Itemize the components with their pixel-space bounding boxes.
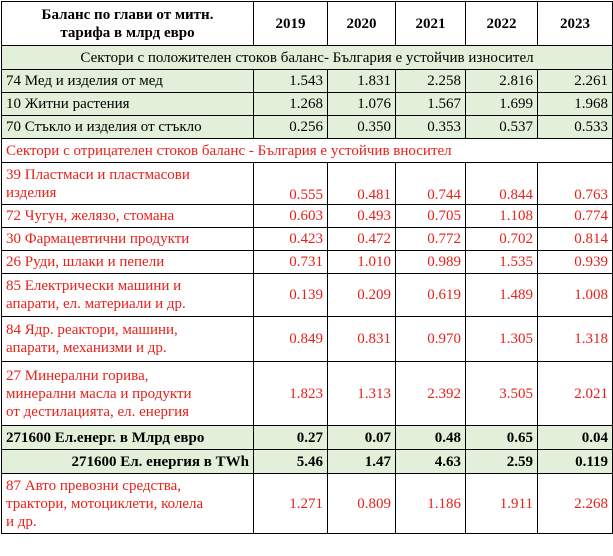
row-value: 0.555 — [254, 163, 328, 205]
table-row — [2, 251, 613, 274]
row-value: 0.04 — [538, 426, 613, 450]
year-header: 2020 — [328, 2, 396, 46]
row-value: 0.619 — [396, 274, 466, 317]
row-value: 0.472 — [328, 228, 396, 251]
section-negative-heading: Сектори с отрицателен стоков баланс - България е устойчив вносител — [2, 139, 613, 163]
row-value: 0.423 — [254, 228, 328, 251]
row-value: 0.533 — [538, 116, 613, 139]
header-row — [2, 2, 613, 46]
row-value: 2.59 — [466, 450, 538, 474]
row-value: 4.63 — [396, 450, 466, 474]
row-value: 0.603 — [254, 205, 328, 228]
row-value: 1.968 — [538, 93, 613, 116]
row-value: 1.186 — [396, 474, 466, 534]
row-value: 0.831 — [328, 317, 396, 362]
year-header: 2019 — [254, 2, 328, 46]
table-row — [2, 163, 613, 205]
row-label — [2, 116, 254, 139]
row-value: 0.774 — [538, 205, 613, 228]
row-value: 1.318 — [538, 317, 613, 362]
table-title-line: Баланс по глави от митн. — [41, 6, 214, 23]
row-label — [2, 317, 254, 362]
row-label-line: 72 Чугун, желязо, стомана — [6, 208, 175, 224]
row-value: 1.010 — [328, 251, 396, 274]
row-value: 0.731 — [254, 251, 328, 274]
row-value: 0.849 — [254, 317, 328, 362]
row-value: 0.48 — [396, 426, 466, 450]
row-value: 1.271 — [254, 474, 328, 534]
row-label — [2, 474, 254, 534]
trade-balance-table — [1, 1, 613, 534]
row-value: 0.209 — [328, 274, 396, 317]
row-value: 1.567 — [396, 93, 466, 116]
row-label — [2, 274, 254, 317]
table-row — [2, 317, 613, 362]
row-label — [2, 251, 254, 274]
row-label-line: 27 Минерални горива, — [6, 367, 149, 384]
table-row — [2, 228, 613, 251]
row-label-line: 70 Стъкло и изделия от стъкло — [6, 119, 202, 135]
row-value: 1.268 — [254, 93, 328, 116]
row-value: 2.816 — [466, 70, 538, 93]
row-label: 271600 Ел.енерг. в Млрд евро — [2, 426, 254, 450]
row-value: 0.27 — [254, 426, 328, 450]
row-label-line: 26 Руди, шлаки и пепели — [6, 254, 165, 270]
row-value: 0.744 — [396, 163, 466, 205]
row-value: 0.493 — [328, 205, 396, 228]
row-value: 0.119 — [538, 450, 613, 474]
table-row — [2, 450, 613, 474]
table-title — [2, 2, 254, 46]
table-row — [2, 426, 613, 450]
row-value: 1.489 — [466, 274, 538, 317]
row-value: 0.07 — [328, 426, 396, 450]
row-value: 0.353 — [396, 116, 466, 139]
row-value: 0.702 — [466, 228, 538, 251]
row-label-line: апарати, механизми и др. — [6, 340, 167, 356]
row-label-line: изделия — [6, 184, 57, 201]
row-value: 0.772 — [396, 228, 466, 251]
row-value: 1.543 — [254, 70, 328, 93]
row-value: 0.537 — [466, 116, 538, 139]
row-label — [2, 93, 254, 116]
row-value: 0.814 — [538, 228, 613, 251]
row-value: 0.350 — [328, 116, 396, 139]
row-value: 5.46 — [254, 450, 328, 474]
row-value: 0.139 — [254, 274, 328, 317]
row-label-line: трактори, мотоциклети, колела — [6, 495, 204, 512]
row-value: 1.831 — [328, 70, 396, 93]
row-label-line: от дестилацията, ел. енергия — [6, 403, 190, 420]
table-title-line: тарифа в млрд евро — [60, 24, 195, 41]
row-value: 1.911 — [466, 474, 538, 534]
row-value: 0.809 — [328, 474, 396, 534]
table-row — [2, 116, 613, 139]
row-label-line: 74 Мед и изделия от мед — [6, 73, 163, 89]
row-label-line: 30 Фармацевтични продукти — [6, 231, 190, 247]
row-value: 1.699 — [466, 93, 538, 116]
row-value: 3.505 — [466, 362, 538, 426]
table-row — [2, 274, 613, 317]
row-label — [2, 362, 254, 426]
row-value: 0.65 — [466, 426, 538, 450]
row-value: 0.939 — [538, 251, 613, 274]
row-value: 0.705 — [396, 205, 466, 228]
table-row — [2, 70, 613, 93]
row-value: 0.989 — [396, 251, 466, 274]
row-label-line: 10 Житни растения — [6, 96, 130, 112]
row-label — [2, 70, 254, 93]
row-label-line: минерални масла и продукти — [6, 385, 192, 402]
row-label-line: 87 Авто превозни средства, — [6, 477, 182, 494]
row-value: 1.108 — [466, 205, 538, 228]
row-label-line: апарати, ел. материали и др. — [6, 296, 186, 312]
row-label-line: 85 Електрически машини и — [6, 278, 182, 294]
table-row — [2, 474, 613, 534]
row-label-line: 84 Ядр. реактори, машини, — [6, 322, 178, 338]
row-label: 271600 Ел. енергия в TWh — [2, 450, 254, 474]
year-header: 2021 — [396, 2, 466, 46]
section-row — [2, 46, 613, 70]
row-value: 2.261 — [538, 70, 613, 93]
row-label — [2, 228, 254, 251]
row-value: 2.392 — [396, 362, 466, 426]
row-value: 0.256 — [254, 116, 328, 139]
row-value: 0.844 — [466, 163, 538, 205]
row-value: 0.481 — [328, 163, 396, 205]
row-value: 1.008 — [538, 274, 613, 317]
table-row — [2, 205, 613, 228]
row-label-line: и др. — [6, 513, 37, 530]
section-positive-heading: Сектори с положителен стоков баланс- България е устойчив износител — [2, 46, 613, 70]
section-row — [2, 139, 613, 163]
year-header: 2023 — [538, 2, 613, 46]
table-row — [2, 93, 613, 116]
row-value: 1.305 — [466, 317, 538, 362]
row-label — [2, 205, 254, 228]
row-value: 1.823 — [254, 362, 328, 426]
row-value: 2.021 — [538, 362, 613, 426]
row-label-line: 39 Пластмаси и пластмасови — [6, 166, 190, 183]
row-value: 0.763 — [538, 163, 613, 205]
row-value: 0.970 — [396, 317, 466, 362]
row-value: 2.268 — [538, 474, 613, 534]
table-row — [2, 362, 613, 426]
row-value: 1.076 — [328, 93, 396, 116]
year-header: 2022 — [466, 2, 538, 46]
row-value: 1.313 — [328, 362, 396, 426]
row-value: 1.47 — [328, 450, 396, 474]
row-value: 2.258 — [396, 70, 466, 93]
row-label — [2, 163, 254, 205]
row-value: 1.535 — [466, 251, 538, 274]
